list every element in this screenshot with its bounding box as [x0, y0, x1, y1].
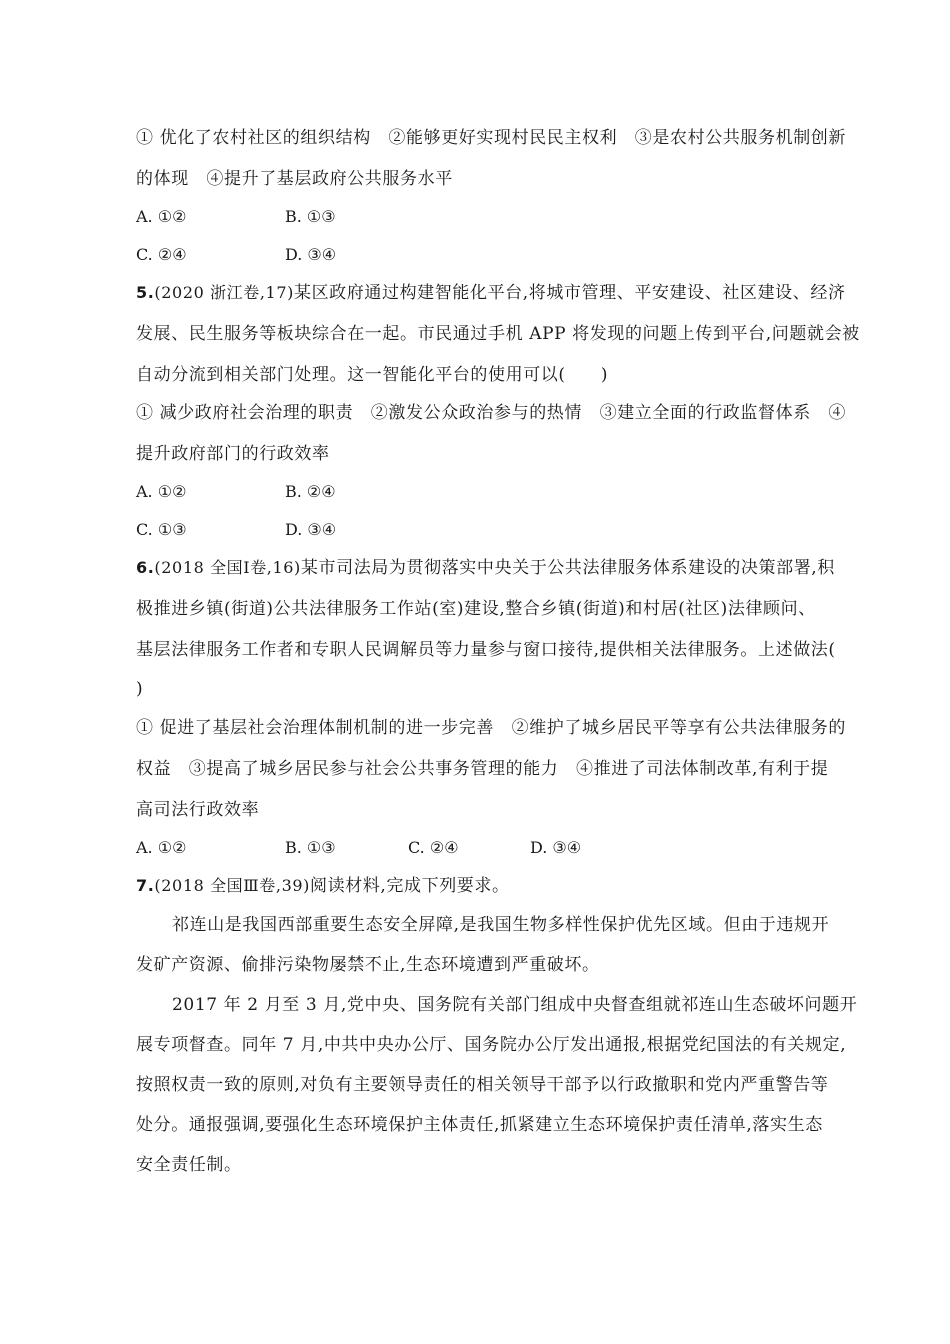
q5-option-a: A. ①② [136, 482, 187, 501]
q7-para2-line-1: 2017 年 2 月至 3 月,党中央、国务院有关部门组成中央督查组就祁连山生态破坏问题开 [172, 995, 858, 1015]
q5-statement-line-2: 提升政府部门的行政效率 [136, 444, 330, 464]
q5-stem-line-2: 发展、民生服务等板块综合在一起。市民通过手机 APP 将发现的问题上传到平台,问题就会被 [136, 324, 860, 344]
q7-para1-line-1: 祁连山是我国西部重要生态安全屏障,是我国生物多样性保护优先区域。但由于违规开 [172, 915, 830, 935]
q5-source: (2020 浙江卷,17) [154, 283, 294, 302]
q5-stem-text: 某区政府通过构建智能化平台,将城市管理、平安建设、社区建设、经济 [293, 283, 846, 303]
q6-statement-line-2: 权益 ③提高了城乡居民参与社会公共事务管理的能力 ④推进了司法体制改革,有利于提 [136, 759, 829, 779]
q7-stem-line [136, 875, 816, 897]
q7-number: 7. [136, 876, 155, 895]
q6-option-c: C. ②④ [408, 838, 459, 857]
q4-option-d: D. ③④ [285, 245, 337, 264]
q5-stem-line-1 [136, 282, 846, 304]
q4-option-a: A. ①② [136, 207, 187, 226]
q6-stem-line-2: 极推进乡镇(街道)公共法律服务工作站(室)建设,整合乡镇(街道)和村居(社区)法律顾问、 [136, 599, 816, 619]
q6-stem-text: 某市司法局为贯彻落实中央关于公共法律服务体系建设的决策部署,积 [300, 558, 835, 578]
q6-option-b: B. ①③ [285, 838, 336, 857]
q5-option-c: C. ①③ [136, 520, 187, 539]
q4-option-b: B. ①③ [285, 207, 336, 226]
q6-option-d: D. ③④ [530, 838, 582, 857]
q6-number: 6. [136, 558, 155, 577]
q5-option-b: B. ②④ [285, 482, 336, 501]
q7-source: (2018 全国Ⅲ卷,39) [154, 876, 310, 895]
q7-para2-line-5: 安全责任制。 [136, 1155, 242, 1175]
q5-option-d: D. ③④ [285, 520, 337, 539]
q7-para2-line-3: 按照权责一致的原则,对负有主要领导责任的相关领导干部予以行政撤职和党内严重警告等 [136, 1075, 829, 1095]
q7-para1-line-2: 发矿产资源、偷排污染物屡禁不止,生态环境遭到严重破坏。 [136, 955, 600, 975]
q5-statement-line-1: ① 减少政府社会治理的职责 ②激发公众政治参与的热情 ③建立全面的行政监督体系 ④ [136, 403, 847, 423]
q6-stem-line-3: 基层法律服务工作者和专职人民调解员等力量参与窗口接待,提供相关法律服务。上述做法( [136, 640, 836, 660]
q4-option-c: C. ②④ [136, 245, 187, 264]
q6-stem-line-4: ) [136, 679, 144, 699]
q7-para2-line-2: 展专项督查。同年 7 月,中共中央办公厅、国务院办公厅发出通报,根据党纪国法的有关规定, [136, 1035, 847, 1055]
q6-source: (2018 全国Ⅰ卷,16) [154, 558, 301, 577]
q5-stem-line-3: 自动分流到相关部门处理。这一智能化平台的使用可以( ) [136, 365, 609, 385]
q4-statement-line-2: 的体现 ④提升了基层政府公共服务水平 [136, 169, 453, 189]
q6-option-a: A. ①② [136, 838, 187, 857]
q7-para2-line-4: 处分。通报强调,要强化生态环境保护主体责任,抓紧建立生态环境保护责任清单,落实生态 [136, 1115, 823, 1135]
q6-statement-line-3: 高司法行政效率 [136, 800, 260, 820]
q7-stem-text: 阅读材料,完成下列要求。 [310, 876, 510, 896]
q6-statement-line-1: ① 促进了基层社会治理体制机制的进一步完善 ②维护了城乡居民平等享有公共法律服务的 [136, 718, 847, 738]
q5-number: 5. [136, 283, 155, 302]
q6-stem-line-1 [136, 557, 835, 579]
q4-statement-line-1: ① 优化了农村社区的组织结构 ②能够更好实现村民民主权利 ③是农村公共服务机制创新 [136, 128, 847, 148]
